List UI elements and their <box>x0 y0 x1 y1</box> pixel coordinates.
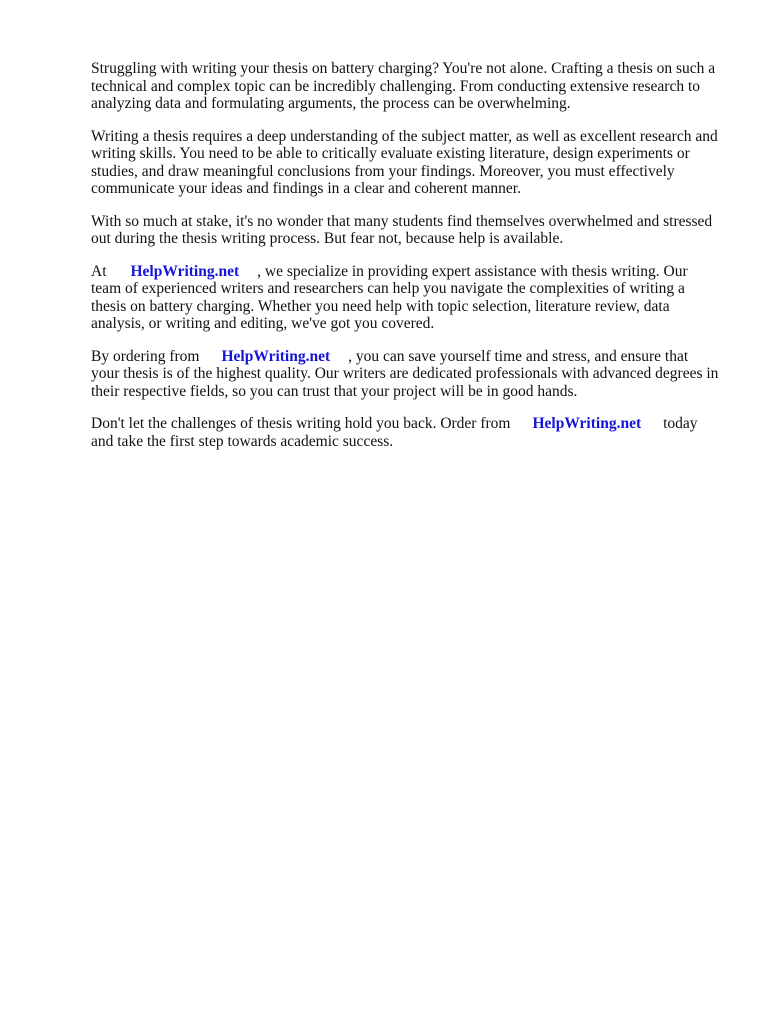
helpwriting-link[interactable]: HelpWriting.net <box>532 415 642 432</box>
paragraph-closing-lead: Don't let the challenges of thesis writing hold you back. Order from <box>91 415 511 432</box>
paragraph-service-lead: At <box>91 262 107 280</box>
paragraph-closing <box>91 415 731 450</box>
paragraph-intro: Struggling with writing your thesis on battery charging? You're not alone. Crafting a thesis on such a technical and complex topic can be incredibly challenging. From conducting extensive research to analyzing data and formulating arguments, the process can be overwhelming. <box>91 60 716 112</box>
paragraph-requirements: Writing a thesis requires a deep understanding of the subject matter, as well as excellent research and writing skills. You need to be able to critically evaluate existing literature, design experiments or studies, and draw meaningful conclusions from your findings. Moreover, you must effectively communicate your ideas and findings in a clear and coherent manner. <box>91 127 718 197</box>
paragraph-ordering-text: , you can save yourself time and stress, and ensure that your thesis is of the highest quality. Our writers are dedicated professionals with advanced degrees in their respective fields, so you can trust that your project will be in good hands. <box>91 347 719 400</box>
helpwriting-link[interactable]: HelpWriting.net <box>130 262 240 280</box>
paragraph-service-text: , we specialize in providing expert assistance with thesis writing. Our team of experienced writers and researchers can help you navigate the complexities of writing a thesis on battery charging. Whether you need help with topic selection, literature review, data analysis, or writing and editing, we've got you covered. <box>91 262 688 332</box>
paragraph-ordering <box>91 348 731 401</box>
paragraph-ordering-lead: By ordering from <box>91 347 200 365</box>
helpwriting-link[interactable]: HelpWriting.net <box>221 347 331 365</box>
paragraph-closing-text: today and take the first step towards academic success. <box>91 415 698 450</box>
paragraph-stakes: With so much at stake, it's no wonder that many students find themselves overwhelmed and stressed out during the thesis writing process. But fear not, because help is available. <box>91 212 713 247</box>
paragraph-service <box>91 263 731 333</box>
document-body <box>91 60 731 465</box>
